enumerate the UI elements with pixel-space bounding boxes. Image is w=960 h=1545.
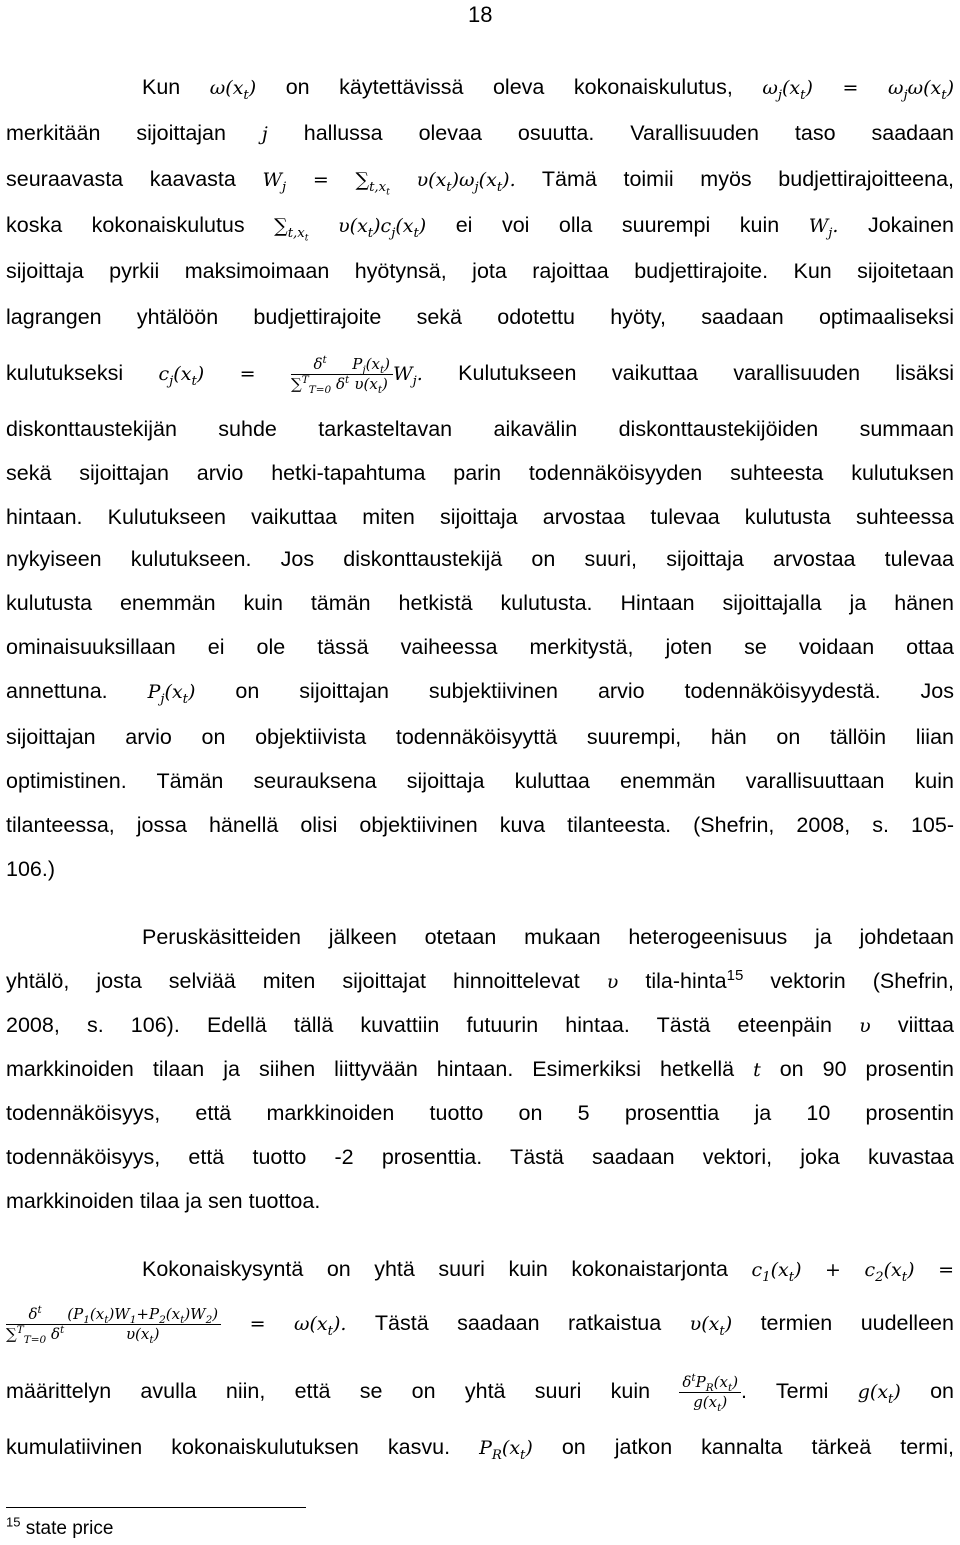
footnote-ref: 15 — [726, 966, 744, 984]
fraction-discount: $\frac{\delta^t}{\sum^T_{T=0} \delta^t}$ — [6, 1304, 65, 1346]
text-line: merkitään sijoittajan j hallussa olevaa osuutta. Varallisuuden taso saadaan — [6, 121, 954, 145]
text-line: seuraavasta kaavasta $W_j = \sum_{t,x_t}$ $\upsilon(x_t)\omega_j(x_t)$. Tämä toimii myös budjettirajoitteena, — [6, 167, 955, 198]
text-line: ominaisuuksillaan ei ole tässä vaiheessa merkitystä, joten se voidaan ottaa — [6, 635, 954, 659]
text-line: nykyiseen kulutukseen. Jos diskonttaustekijä on suuri, sijoittaja arvostaa tulevaa — [6, 547, 954, 571]
text-line: määrittelyn avulla niin, että se on yhtä suuri kuin $\frac{\delta^tP_R(x_t)}{g(x_t)}$ . Termi $g(x_t)$ on — [6, 1372, 955, 1414]
text-line: lagrangen yhtälöön budjettirajoite sekä odotettu hyöty, saadaan optimaaliseksi — [6, 305, 954, 329]
text-line: markkinoiden tilaan ja siihen liittyvään hintaan. Esimerkiksi hetkellä t on 90 prosentin — [6, 1057, 954, 1081]
fraction-weighted-wealth: $\frac{(P_1(x_t)W_1+P_2(x_t)W_2)}{\upsilon(x_t)}$ — [64, 1306, 221, 1343]
footnote — [6, 1514, 114, 1540]
text-line: kulutukseksi $c_j(x_t)$ = $\frac{\delta^t}{\sum^T_{T=0} \delta^t}$ $\frac{P_j(x_t)}{\upsilon(x_t)}$ $W_j$. Kulutukseen vaikuttaa varallisuuden lisäksi — [6, 354, 954, 396]
text-line: optimistinen. Tämän seurauksena sijoittaja kuluttaa enemmän varallisuuttaan kuin — [6, 769, 954, 793]
text-line: sijoittajan arvio on objektiivista todennäköisyyttä suurempi, hän on tällöin liian — [6, 725, 954, 749]
footnote-number: 15 — [6, 1514, 21, 1530]
page-number: 18 — [468, 2, 493, 27]
text-line: tilanteessa, jossa hänellä olisi objektiivinen kuva tilanteesta. (Shefrin, 2008, s. 105- — [6, 813, 954, 837]
text-line: yhtälö, josta selviää miten sijoittajat hinnoittelevat υ tila-hinta$^{15}$ vektorin (Shefrin, — [6, 966, 954, 993]
text-line: 106.) — [6, 857, 56, 881]
text-line: koska kokonaiskulutus $\sum_{t,x_t}$ $\upsilon(x_t)c_j(x_t)$ ei voi olla suurempi kuin $W_j$. Jokainen — [6, 213, 955, 244]
text-line: kulutusta enemmän kuin tämän hetkistä kulutusta. Hintaan sijoittajalla ja hänen — [6, 591, 954, 615]
text-line: 2008, s. 106). Edellä tällä kuvattiin futuurin hintaa. Tästä eteenpäin υ viittaa — [6, 1013, 954, 1037]
text-line: annettuna. $P_j(x_t)$ on sijoittajan subjektiivinen arvio todennäköisyydestä. Jos — [6, 679, 954, 707]
text-line: kumulatiivinen kokonaiskulutuksen kasvu. $P_R(x_t)$ on jatkon kannalta tärkeä termi, — [6, 1435, 954, 1463]
text-line: markkinoiden tilaa ja sen tuottoa. — [6, 1189, 321, 1213]
text-line: sijoittaja pyrkii maksimoimaan hyötynsä, jota rajoittaa budjettirajoite. Kun sijoitetaan — [6, 259, 954, 283]
text-line: todennäköisyys, että tuotto -2 prosenttia. Tästä saadaan vektori, joka kuvastaa — [6, 1145, 954, 1169]
fraction-discount: $\frac{\delta^t}{\sum^T_{T=0} \delta^t}$ — [291, 354, 350, 396]
text-line: Kun $\omega(x_t)$ on käytettävissä oleva kokonaiskulutus, $\omega_j(x_t) = \omega_j\omega(x_t)$ — [142, 75, 954, 103]
footnote-divider — [6, 1507, 306, 1508]
text-line: hintaan. Kulutukseen vaikuttaa miten sijoittaja arvostaa tulevaa kulutusta suhteessa — [6, 505, 954, 529]
text-line: Peruskäsitteiden jälkeen otetaan mukaan heterogeenisuus ja johdetaan — [142, 925, 954, 949]
text-line: todennäköisyys, että markkinoiden tuotto on 5 prosenttia ja 10 prosentin — [6, 1101, 954, 1125]
footnote-text: state price — [25, 1518, 114, 1539]
fraction-state-price: $\frac{\delta^tP_R(x_t)}{g(x_t)}$ — [679, 1374, 741, 1411]
text-line: $\frac{\delta^t}{\sum^T_{T=0} \delta^t}$ $\frac{(P_1(x_t)W_1+P_2(x_t)W_2)}{\upsilon(x_t)}$ = $\omega(x_t)$. Tästä saadaan ratkaistua $\upsilon(x_t)$ termien uudelleen — [6, 1304, 954, 1346]
fraction-probability: $\frac{P_j(x_t)}{\upsilon(x_t)}$ — [349, 356, 393, 393]
text-line: sekä sijoittajan arvio hetki-tapahtuma parin todennäköisyyden suhteesta kulutuksen — [6, 461, 954, 485]
text-line: diskonttaustekijän suhde tarkasteltavan aikavälin diskonttaustekijöiden summaan — [6, 417, 954, 441]
text-line: Kokonaiskysyntä on yhtä suuri kuin kokonaistarjonta $c_1(x_t) + c_2(x_t)$ = — [142, 1257, 954, 1285]
